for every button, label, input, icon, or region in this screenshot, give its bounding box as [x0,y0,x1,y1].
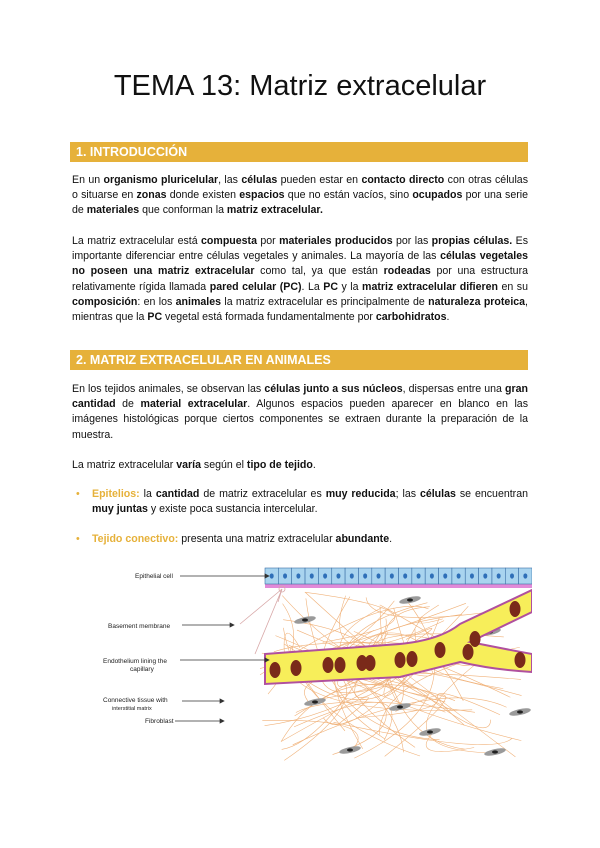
text-run: . [389,533,393,546]
label-fibroblast: Fibroblast [145,718,174,725]
epithelial-nucleus [510,573,514,578]
epithelial-nucleus [523,573,527,578]
paragraph-intro-2 [72,234,528,325]
bold-term: material extracelular [140,398,248,411]
red-blood-cell [515,652,526,668]
bold-term: matriz extracelular. [226,204,323,217]
epithelial-nucleus [470,573,474,578]
text-run: presenta una matriz extracelular [178,533,336,546]
fibroblast-nucleus [427,730,433,733]
bold-term: naturaleza proteica [428,295,526,308]
text-run: y existe poca sustancia intercelular. [147,503,318,516]
bold-term: animales [175,295,221,308]
epithelial-nucleus [270,573,274,578]
bold-term: materiales [86,204,140,217]
text-run: según el [200,459,247,471]
keyword-label: Tejido conectivo: [92,533,179,546]
list-item-tejido-conectivo [72,532,528,547]
red-blood-cell [510,601,521,617]
list-item-epitelios [72,487,528,517]
text-run: . [312,459,316,471]
bold-term: espacios [239,189,285,202]
fibroblast-nucleus [517,710,523,713]
epithelial-nucleus [390,573,394,578]
red-blood-cell [395,652,406,668]
bold-term: materiales producidos [279,235,393,247]
bold-term: compuesta [201,235,257,247]
text-run: pueden estar en [277,174,362,186]
fibroblast-nucleus [492,750,498,753]
text-run: La matriz extracelular está [72,235,202,247]
epithelial-nucleus [363,573,367,578]
text-run: que no están vacíos, sino [284,189,413,202]
list-item-text [92,488,528,515]
basement-membrane [265,584,532,588]
paragraph-animales-1 [72,382,528,443]
text-run: donde existen [166,189,240,202]
text-run: de matriz extracelular es [199,488,326,500]
epithelial-nucleus [497,573,501,578]
fibroblast-nucleus [397,705,403,708]
bold-term: contacto directo [361,174,445,186]
red-blood-cell [407,651,418,667]
red-blood-cell [270,662,281,678]
fibroblast-nucleus [302,618,308,621]
epithelial-nucleus [403,573,407,578]
bold-term: matriz extracelular difieren [362,280,499,293]
connective-tissue-diagram [100,562,532,762]
red-blood-cell [323,657,334,673]
label-endothelium-2: capillary [130,666,154,673]
text-run: por una serie de [72,189,528,217]
text-run: . La [301,280,324,293]
red-blood-cell [470,631,481,647]
fibroblast-nucleus [407,598,413,601]
label-connective-tissue-1: Connective tissue with [103,697,168,704]
fibroblast-nucleus [312,700,318,703]
text-run: como tal, ya que están [254,265,384,278]
epithelial-nucleus [483,573,487,578]
bullet-dot: • [76,488,80,500]
text-run: de [115,398,141,411]
text-run: por las [392,235,432,247]
bold-term: zonas [136,189,167,202]
paragraph-intro-1 [72,173,528,219]
bold-term: células [419,488,456,500]
text-run: con otras células o situarse en [72,174,528,202]
bold-term: células junto a sus núcleos [264,383,403,395]
epithelial-nucleus [310,573,314,578]
text-run: Es importante diferenciar entre células vegetales y animales. La mayoría de las [72,235,528,263]
text-run: En los tejidos animales, se observan las [72,383,265,395]
epithelial-nucleus [377,573,381,578]
label-connective-tissue-2: interstitial matrix [112,706,152,712]
text-run: por [256,235,280,247]
red-blood-cell [435,642,446,658]
text-run: ; las [395,488,420,500]
red-blood-cell [291,660,302,676]
label-endothelium-1: Endothelium lining the [103,658,167,665]
text-run: . Algunos espacios pueden aparecer en blanco en las imágenes histológicas porque ciertos componentes se extraen durante la preparación de la muestra. [72,398,528,441]
text-run: En un [72,174,104,186]
figure-labels [103,573,174,725]
bold-term: gran cantidad [72,383,528,411]
bold-term: organismo pluricelular [103,174,219,186]
red-blood-cell [463,644,474,660]
epithelial-nucleus [443,573,447,578]
bold-term: rodeadas [383,265,431,278]
label-basement-membrane: Basement membrane [108,623,171,630]
bold-term: ocupados [412,189,463,202]
bold-term: pared celular (PC) [209,280,302,293]
red-blood-cell [365,655,376,671]
bold-term: propias células. [431,235,513,247]
fibroblast-nucleus [347,748,353,751]
capillary-vessel [265,590,532,684]
epithelial-nucleus [430,573,434,578]
text-run: : en los [137,295,176,308]
text-run: , las [218,174,242,186]
callout-lines [240,586,285,654]
collagen-fiber [305,592,395,642]
keyword-label: Epitelios: [92,488,140,500]
bold-term: abundante [335,533,390,546]
bullet-dot: • [76,533,80,546]
text-run: y la [337,280,363,293]
text-run: , dispersas entre una [402,383,506,395]
text-run: , mientras que la [72,295,528,324]
bold-term: PC [323,280,338,293]
text-run: . [446,311,450,324]
epithelial-nucleus [457,573,461,578]
text-run: La matriz extracelular [72,459,177,471]
page-title: TEMA 13: Matriz extracelular [113,70,487,102]
epithelial-nucleus [350,573,354,578]
bold-term: células vegetales no poseen una matriz extracelular [72,250,528,278]
paragraph-animales-2 [72,458,528,473]
text-run: la matriz extracelular es principalmente de [221,295,429,308]
bold-term: cantidad [155,488,200,500]
text-run: que conforman la [139,204,227,217]
epithelial-nucleus [323,573,327,578]
section-heading-animales: 2. MATRIZ EXTRACELULAR EN ANIMALES [70,350,528,370]
epithelial-nucleus [417,573,421,578]
bold-term: muy reducida [325,488,396,500]
bold-term: muy juntas [92,503,148,516]
label-arrows [175,574,269,723]
text-run: en su [498,280,528,293]
section-heading-introduction: 1. INTRODUCCIÓN [70,142,528,162]
bold-term: carbohidratos [375,311,447,324]
bold-term: varía [176,459,201,471]
text-run: vegetal está formada fundamentalmente por [162,311,376,324]
epithelial-nucleus [296,573,300,578]
epithelial-layer [265,568,532,584]
collagen-fiber [426,733,474,752]
epithelial-nucleus [283,573,287,578]
bold-term: PC [147,311,163,324]
bold-term: tipo de tejido [246,459,313,471]
label-epithelial-cell: Epithelial cell [135,573,173,580]
tissue-list [72,487,528,563]
bold-term: células [241,174,278,186]
text-run: la [139,488,156,500]
list-item-text [92,533,392,545]
bold-term: composición [72,295,138,308]
epithelial-nucleus [336,573,340,578]
text-run: se encuentran [455,488,528,500]
text-run: por una estructura relativamente rígida llamada [72,265,528,293]
red-blood-cell [335,657,346,673]
